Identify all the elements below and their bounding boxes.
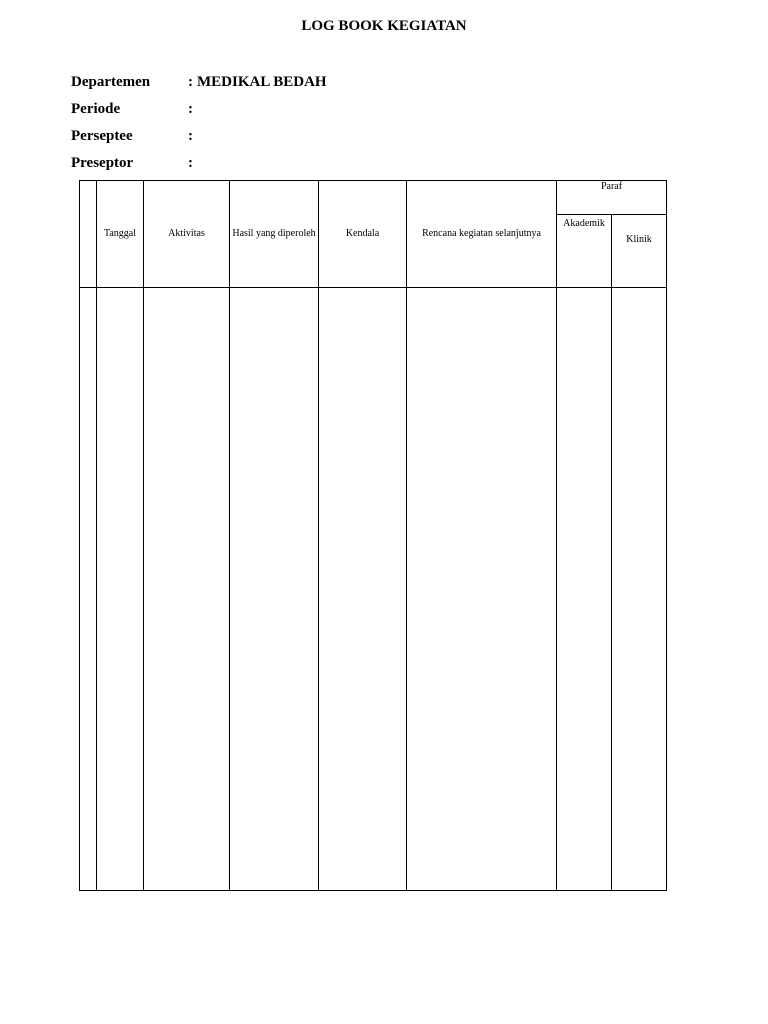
document-title: LOG BOOK KEGIATAN <box>301 18 467 34</box>
cell-rencana <box>407 288 557 891</box>
header-kendala: Kendala <box>319 181 407 288</box>
cell-aktivitas <box>144 288 230 891</box>
cell-kendala <box>319 288 407 891</box>
header-tanggal: Tanggal <box>97 181 144 288</box>
field-value: MEDIKAL BEDAH <box>197 74 327 90</box>
cell-akademik <box>557 288 612 891</box>
header-no <box>80 181 97 288</box>
cell-tanggal <box>97 288 144 891</box>
log-table <box>79 180 667 891</box>
field-label: Perseptee <box>71 128 133 144</box>
header-paraf: Paraf <box>557 181 667 215</box>
header-akademik: Akademik <box>557 215 612 288</box>
header-klinik: Klinik <box>612 215 667 288</box>
cell-no <box>80 288 97 891</box>
header-aktivitas: Aktivitas <box>144 181 230 288</box>
cell-hasil <box>230 288 319 891</box>
header-rencana: Rencana kegiatan selanjutnya <box>407 181 557 288</box>
table-row <box>80 288 667 891</box>
field-label: Preseptor <box>71 155 134 171</box>
field-label: Periode <box>71 101 121 117</box>
field-label: Departemen <box>71 74 151 90</box>
cell-klinik <box>612 288 667 891</box>
header-hasil: Hasil yang diperoleh <box>230 181 319 288</box>
